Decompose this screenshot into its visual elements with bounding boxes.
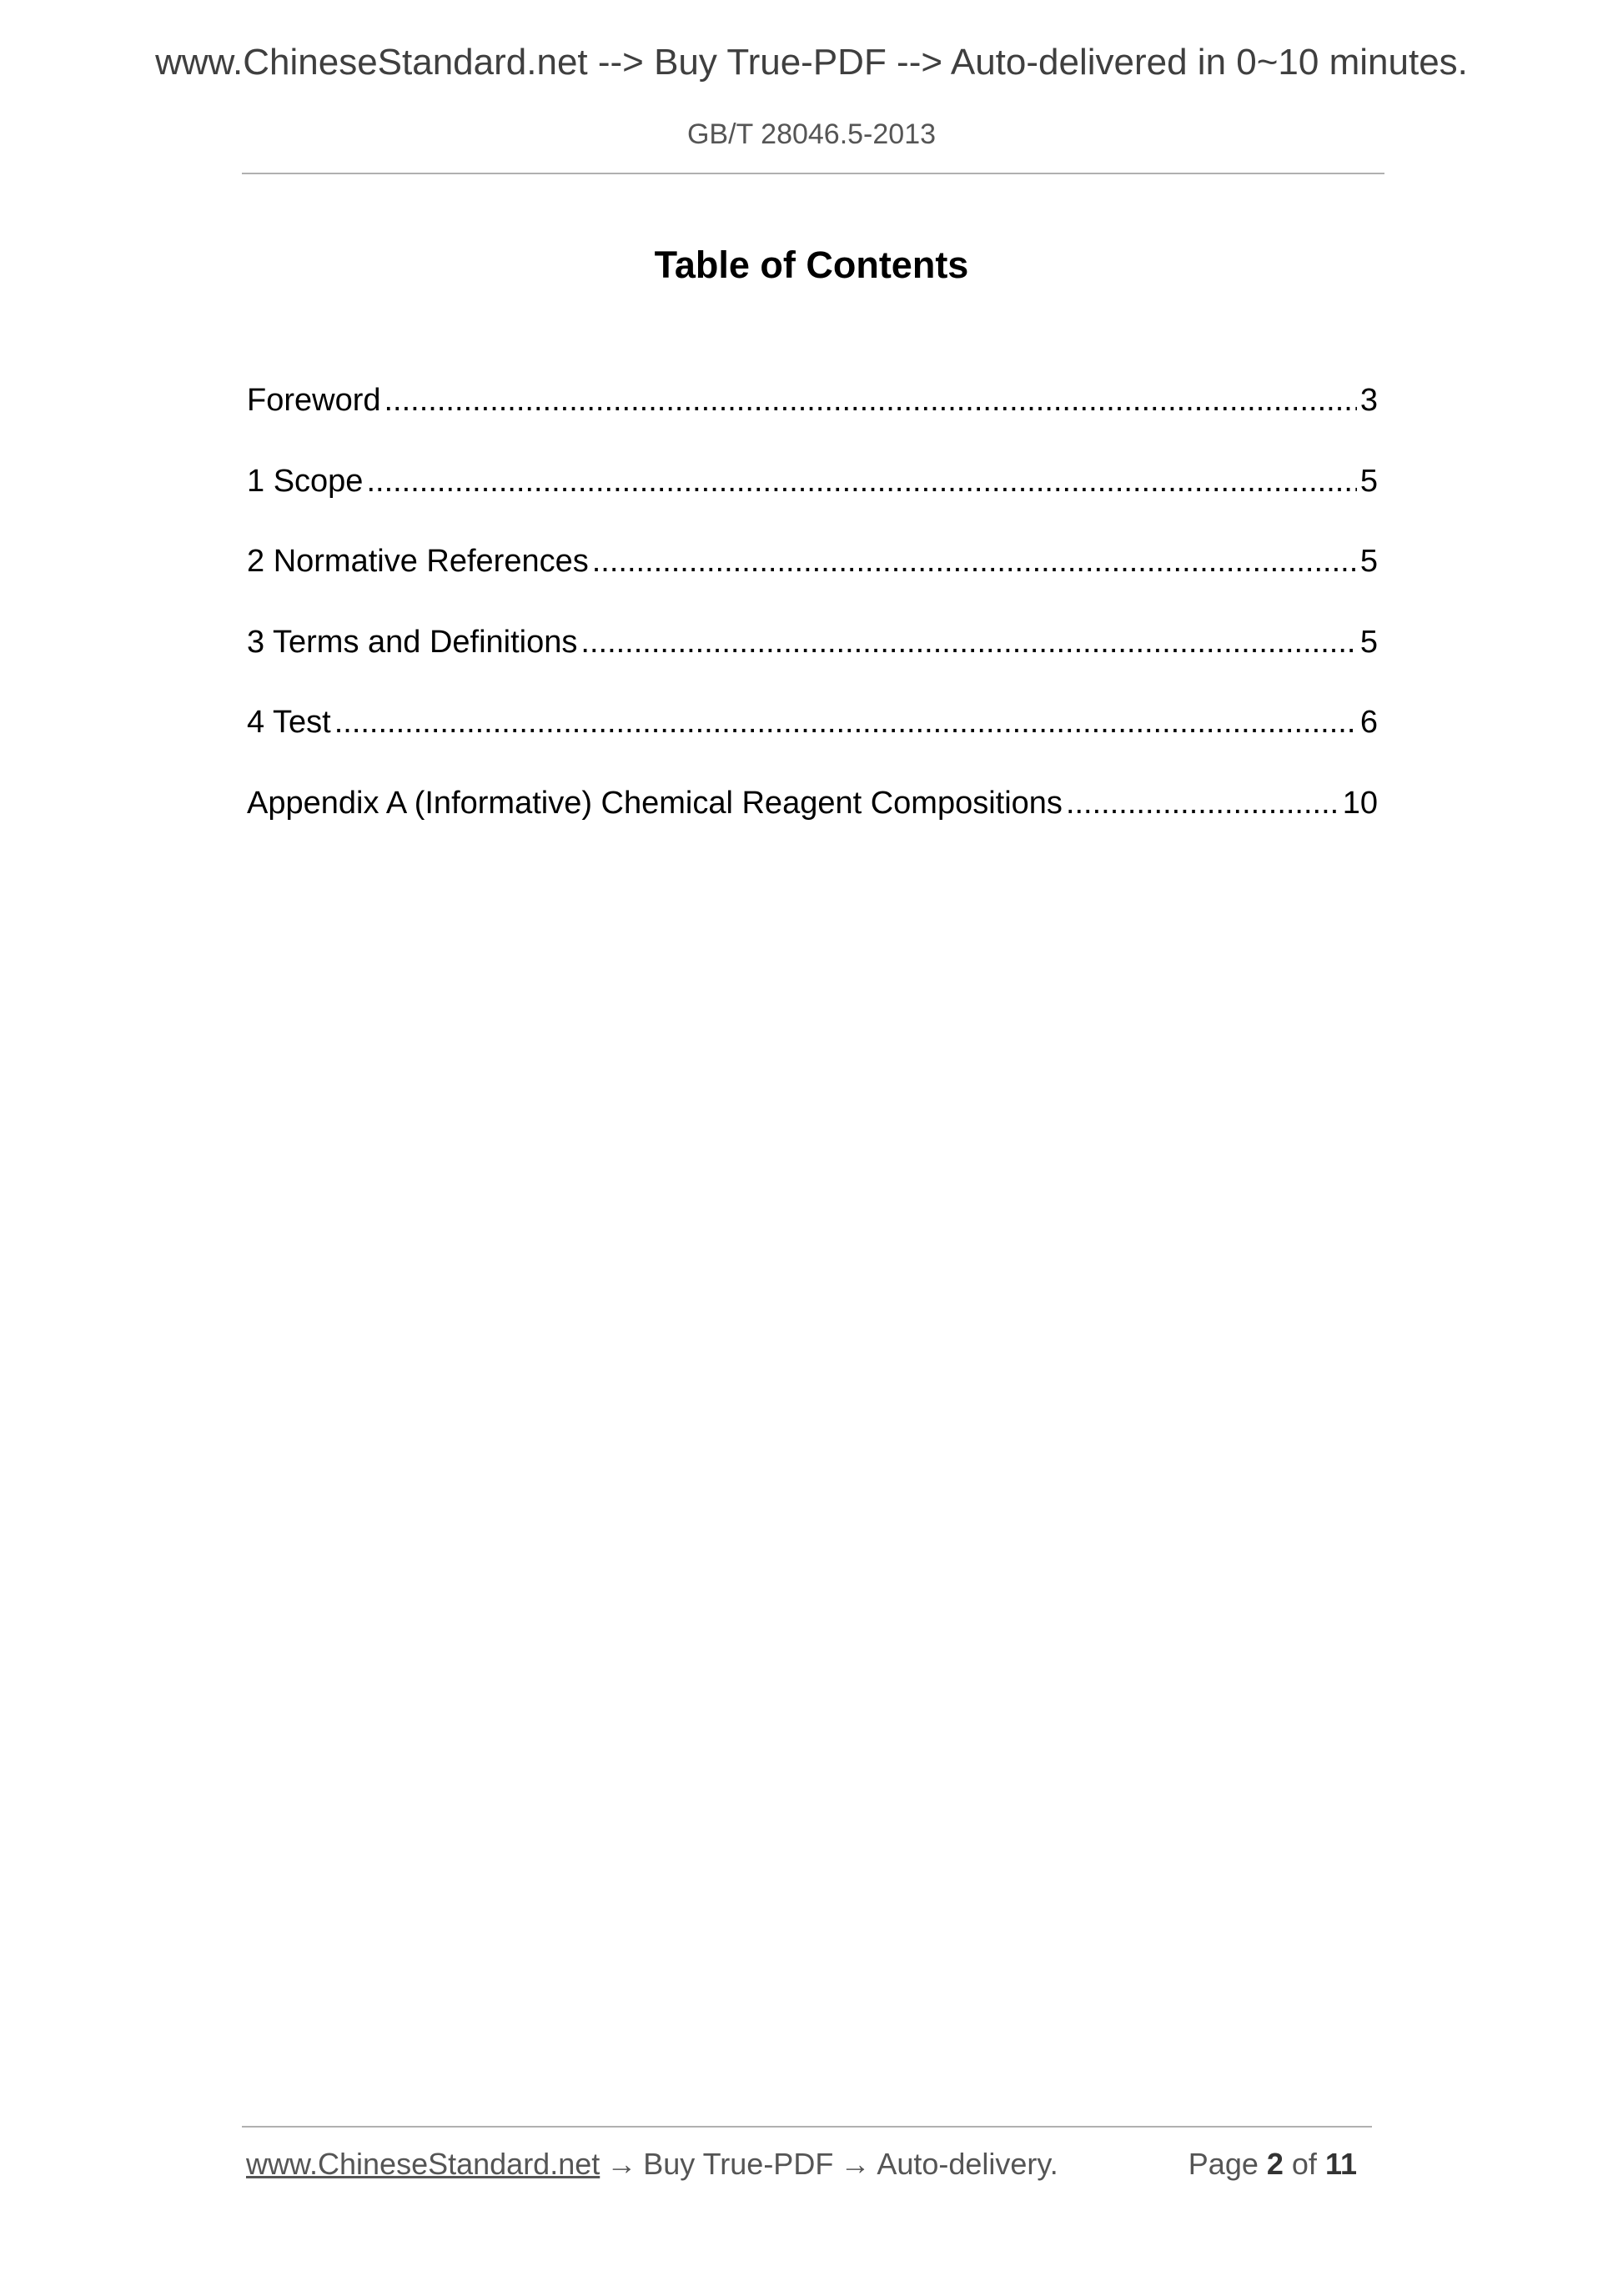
toc-entry-label: 3 Terms and Definitions bbox=[247, 624, 578, 660]
toc-entry-page: 5 bbox=[1359, 544, 1378, 579]
arrow-right-icon: → bbox=[840, 2147, 871, 2181]
toc-dot-leader bbox=[366, 458, 1356, 505]
toc-dot-leader bbox=[592, 538, 1357, 585]
page-footer bbox=[246, 2147, 1372, 2188]
toc-entry-terms-definitions[interactable] bbox=[247, 619, 1378, 700]
toc-dot-leader bbox=[580, 619, 1356, 666]
footer-site-link[interactable]: www.ChineseStandard.net bbox=[246, 2147, 600, 2181]
toc-dot-leader bbox=[384, 377, 1357, 424]
toc-dot-leader bbox=[334, 699, 1357, 746]
footer-delivery-text: Auto-delivery. bbox=[877, 2147, 1058, 2181]
toc-entry-label: Appendix A (Informative) Chemical Reagent Compositions bbox=[247, 785, 1063, 821]
toc-entry-page: 6 bbox=[1359, 705, 1378, 740]
toc-entry-page: 5 bbox=[1359, 624, 1378, 660]
toc-title: Table of Contents bbox=[654, 244, 969, 286]
page-label: Page bbox=[1188, 2147, 1259, 2181]
toc-entry-foreword[interactable] bbox=[247, 377, 1378, 458]
toc-entry-page: 5 bbox=[1359, 463, 1378, 499]
arrow-right-icon: → bbox=[606, 2147, 637, 2181]
page-indicator bbox=[1188, 2147, 1365, 2182]
toc-entry-label: 4 Test bbox=[247, 705, 331, 740]
current-page-number: 2 bbox=[1266, 2147, 1284, 2181]
toc-entry-appendix-a[interactable] bbox=[247, 780, 1378, 861]
footer-divider bbox=[242, 2126, 1372, 2128]
toc-entry-label: 1 Scope bbox=[247, 463, 364, 499]
document-code: GB/T 28046.5-2013 bbox=[686, 118, 937, 150]
toc-dot-leader bbox=[1066, 780, 1339, 826]
of-label: of bbox=[1291, 2147, 1317, 2181]
toc-list bbox=[247, 377, 1378, 860]
toc-entry-page: 10 bbox=[1342, 785, 1378, 821]
toc-entry-page: 3 bbox=[1359, 383, 1378, 418]
total-pages-number: 11 bbox=[1324, 2147, 1357, 2181]
toc-entry-label: 2 Normative References bbox=[247, 544, 589, 579]
footer-buy-text: Buy True-PDF bbox=[643, 2147, 834, 2181]
top-banner: www.ChineseStandard.net --> Buy True-PDF --> Auto-delivered in 0~10 minutes. bbox=[155, 42, 1468, 83]
toc-entry-normative-references[interactable] bbox=[247, 538, 1378, 619]
footer-promo bbox=[246, 2147, 1058, 2182]
header-divider bbox=[242, 173, 1384, 174]
toc-entry-label: Foreword bbox=[247, 383, 381, 418]
toc-entry-scope[interactable] bbox=[247, 458, 1378, 539]
toc-entry-test[interactable] bbox=[247, 699, 1378, 780]
